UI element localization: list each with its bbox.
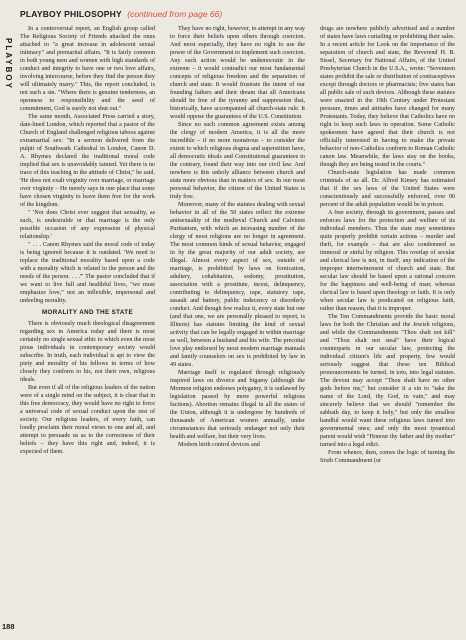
article-column-1 (20, 25, 155, 456)
paragraph: drugs are nowhere publicly advertised and a number of states have laws curtailing or prohibiting their sales. In a recent article for Look on the importance of the separation of church and state, the Reverend H. B. Sissel, Secretary for National Affairs, of the United Presbyterian Church in the U.S.A., wrote: "Seventeen states prohibit the sale or distribution of contraceptives except through doctors or pharmacists; five states ban all public sale of such devices. Although these statutes were enacted in the 19th Century under Protestant pressure, times and attitudes have changed for many Protestants. Today, they believe that Catholics have no right to keep such laws in operation. Some Catholic spokesmen have agreed that their church is not officially interested in having to make the private behavior of non-Catholics conform to Roman Catholic canon law. Meanwhile, the laws stay on the books, though they are being tested in the courts." (320, 26, 455, 168)
page-number: 188 (2, 622, 15, 631)
continued-note: (continued from page 66) (127, 9, 223, 19)
paragraph: Moreover, many of the statutes dealing with sexual behavior in all of the 50 states reflect the extreme antisexuality of the medieval Church and Calvinist Puritanism, with which an increasing number of the clergy of most religions are no longer in agreement. The most common kinds of sexual behavior, engaged in by the great majority of our adult society, are illegal. Almost every aspect of sex, outside of marriage, is prohibited by laws on fornication, adultery, cohabitation, sodomy, prostitution, association with a prostitute, incest, delinquency, contributing to delinquency, rape, statutory rape, assault and battery, public indecency or disorderly conduct. And though few realize it, every state but one (and that one, we are personally pleased to report, is Illinois) has statutes limiting the kind of sexual activity that can be legally engaged in within marriage as well, between a husband and his wife. The precoital love play endorsed by most modern marriage manuals and family counselors on sex is prohibited by law in 49 states. (170, 202, 305, 368)
paragraph: The Ten Commandments provide the basic moral laws for both the Christian and the Jewish religions, and while the Commandments "Thou shalt not kill" and "Thou shalt not steal" have their logical counterparts in our secular law, protecting the individual citizen's life and property, few would seriously suggest that these ten Biblical pronouncements be turned, in toto, into legal statutes. The devout may accept "Thou shalt have no other gods before me," but consider it a sin to "take the name of the Lord, thy God, in vain," and may sincerely believe that we should "remember the sabbath day, to keep it holy," but only the smallest handful would want these religious laws turned into governmental ones; and only the most tyrannical parent would wish "Honour thy father and thy mother" turned into a legal edict. (320, 314, 455, 448)
paragraph: " 'Nor does Christ ever suggest that sexuality, as such, is undesirable or that marriage is the only possible occasion of any expression of physical relationship.' (20, 210, 155, 240)
section-subhead: MORALITY AND THE STATE (41, 309, 134, 316)
paragraph: From whence, then, comes the logic of turning the Sixth Commandment (or (320, 450, 455, 464)
paragraph: But even if all of the religious leaders of the nation were of a single mind on the subject, it is clear that in this free democracy, they would have no right to force a universal code of sexual conduct upon the rest of society. Our religious leaders, of every faith, can loudly proclaim their moral views to one and all, and attempt to persuade us as to the correctness of their beliefs – they have this right and, indeed, it is expected of them. (20, 385, 155, 455)
paragraph: Since no such common agreement exists among the clergy of modern America, it is all the more incredible – if no more monstrous – to consider the extent to which religious dogma and superstition have, all democratic ideals and Constitutional guarantees to the contrary, found their way into our civil law. And nowhere is this unholy alliance between church and state more obvious than in matters of sex. In our most personal behavior, the citizen of the United States is truly free. (170, 122, 305, 200)
paragraph: Marriage itself is regulated through religiously inspired laws on divorce and bigamy (although the Mormon religion endorses polygamy, it is outlawed by legislation passed by more powerful religious factions). Abortion remains illegal in all the states of the Union, although it is undergone by hundreds of thousands of American women annually, under circumstances that seriously endanger not only their health and welfare, but their very lives. (170, 370, 305, 440)
paragraph: A free society, through its government, passes and enforces laws for the protection and welfare of its individual members. Thus the state may sometimes quite properly prohibit certain actions – murder and theft, for example – that are also condemned as immoral or sinful by religion. This overlap of secular and clerical law is not, in itself, any indication of the improper intertwinement of church and state. But secular law should be based upon a rational concern for the happiness and well-being of man; whereas clerical law is based upon theology or faith. It is only when secular law is predicated on religious faith, rather than reason, that it is improper. (320, 210, 455, 312)
section-title: PLAYBOY PHILOSOPHY (20, 9, 122, 19)
paragraph: In a controversial report, an English group called The Religious Society of Friends attacked the onus attached to "a great increase in adolescent sexual intimacy" and premarital affairs. "It is fairly common in both young men and women with high standards of conduct and integrity to have one or two love affairs, involving intercourse, before they find the person they will ultimately marry." This, the report concluded, is not such a sin. "Where there is genuine tenderness, an openness to responsibility and the seed of commitment, God is surely not shut out." (20, 26, 155, 112)
article-column-2 (170, 25, 305, 449)
paragraph: They have no right, however, to attempt in any way to force their beliefs upon others through coercion. And most especially, they have no right to use the power of the Government to implement such coercion. Any such action would be undemocratic in the extreme – it would contradict our most fundamental concepts of religious freedom and the separation of church and state. It would frustrate the intent of our founding fathers and their dream that all Americans should be free of the tyranny and suppression that, historically, have accompanied all church-state rule. It would oppose the guarantees of the U.S. Constitution. (170, 26, 305, 120)
article-column-3 (320, 25, 455, 465)
paragraph: There is obviously much theological disagreement regarding sex in America today and there is most certainly no single sexual ethic to which even the most pious individuals in contemporary society would subscribe. In truth, each individual is apt to view the piety and morality of his fellows in terms of how closely they conform to his, not their own, religious ideals. (20, 321, 155, 383)
magazine-side-tab: PLAYBOY (4, 38, 13, 90)
paragraph: The same month, Associated Press carried a story, date-lined London, which reported that a pastor of the Church of England challenged religious taboos against extramarital sex: "In a sermon delivered from the pulpit of Southwark Cathedral in London, Canon D. A. Rhymes declared the traditional moral code implied that sex is unavoidably tainted. Yet there is no trace of this teaching in the attitude of Christ," he said. 'He does not exalt virginity over marriage, or marriage over virginity – He merely says in one place that some have chosen virginity to leave them free for the work of the kingdom. (20, 114, 155, 208)
paragraph: Church-state legislation has made common criminals of us all. Dr. Alfred Kinsey has estimated that if the sex laws of the United States were conscientiously and successfully enforced, over 90 percent of the adult population would be in prison. (320, 170, 455, 208)
paragraph: Modern birth control devices and (178, 442, 260, 448)
page-header (20, 9, 456, 19)
paragraph: " . . . Canon Rhymes said the moral code of today is being ignored because it is outdated. 'We need to replace the traditional morality based upon a code with a morality which is related to the person and the needs of the person. . . .'" The pastor concluded that if we want to live full and healthful lives, "we must emphasize love," not an inflexible, impersonal and unfeeling morality. (20, 242, 155, 304)
